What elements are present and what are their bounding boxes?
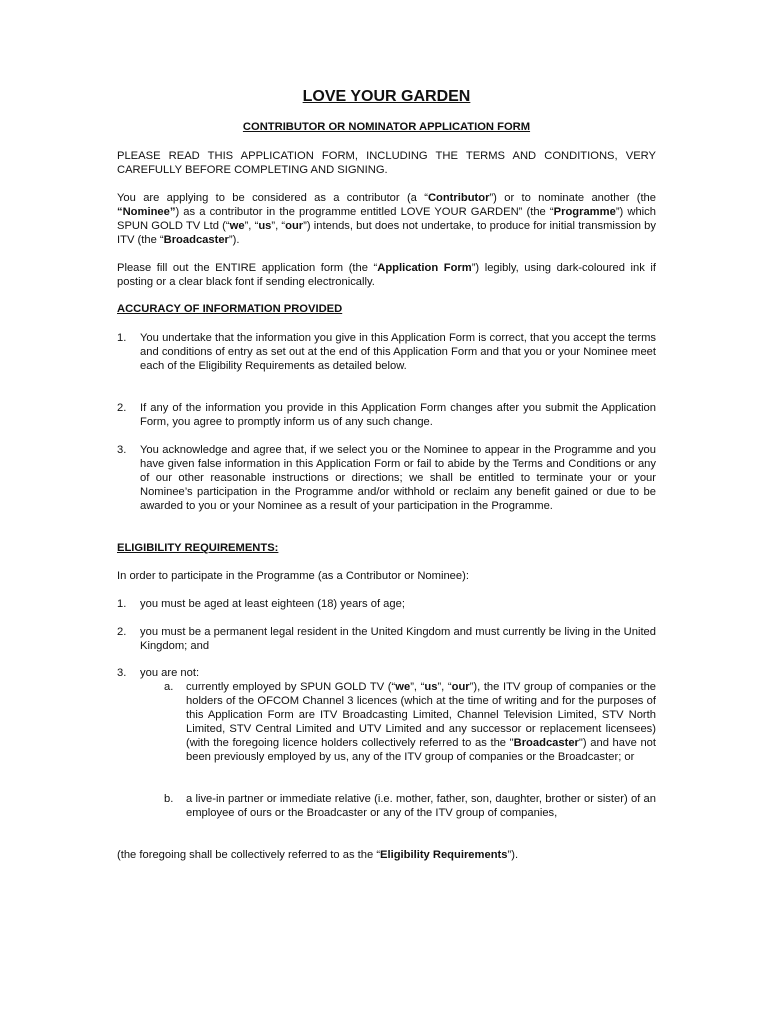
fill-instructions: Please fill out the ENTIRE application form (the “Application Form”) legibly, using dark-coloured ink if posting or a clear black font if sending electronically. [117,262,656,288]
document-subtitle: CONTRIBUTOR OR NOMINATOR APPLICATION FORM [242,121,531,133]
accuracy-item-1-text: You undertake that the information you give in this Application Form is correct, that you accept the terms and conditions of entry as set out at the end of this Application Form and that you or your Nominee meet each of the Eligibility Requirements as detailed below. [140,332,656,372]
eligibility-heading: ELIGIBILITY REQUIREMENTS: [117,542,279,554]
eligibility-sub-a-text: currently employed by SPUN GOLD TV (“we”, “us”, “our”), the ITV group of companies or the holders of the OFCOM Channel 3 licences (which at the time of writing and for the purposes of this Application Form are ITV Broadcasting Limited, Channel Television Limited, STV North Limited, STV Central Limited and UTV Limited and any successor or replacement licensees) (with the foregoing licence holders collectively referred to as the "Broadcaster") and have not been previously employed by us, any of the ITV group of companies or the Broadcaster; or [186,681,657,763]
eligibility-intro: In order to participate in the Programme (as a Contributor or Nominee): [117,570,469,582]
document-title: LOVE YOUR GARDEN [302,88,471,105]
eligibility-item-2-number: 2. [117,626,127,638]
intro-notice: PLEASE READ THIS APPLICATION FORM, INCLUDING THE TERMS AND CONDITIONS, VERY CAREFULLY BEFORE COMPLETING AND SIGNING. [117,150,656,176]
eligibility-item-3-text: you are not: [140,667,200,679]
accuracy-heading: ACCURACY OF INFORMATION PROVIDED [117,303,343,315]
eligibility-sub-b-text: a live-in partner or immediate relative (i.e. mother, father, son, daughter, brother or sister) of an employee of ours or the Broadcaster or any of the ITV group of companies, [186,793,656,819]
applying-paragraph: You are applying to be considered as a contributor (a “Contributor”) or to nominate another (the “Nominee”) as a contributor in the programme entitled LOVE YOUR GARDEN” (the “Programme”) which SPUN GOLD TV Ltd (“we”, “us”, “our”) intends, but does not undertake, to produce for initial transmission by ITV (the “Broadcaster”). [117,192,656,246]
eligibility-sub-b-label: b. [164,793,174,805]
accuracy-item-2-text: If any of the information you provide in this Application Form changes after you submit the Application Form, you agree to promptly inform us of any such change. [140,402,656,428]
accuracy-item-3-number: 3. [117,444,127,456]
eligibility-sub-a-label: a. [164,681,174,693]
eligibility-item-1-text: you must be aged at least eighteen (18) years of age; [140,598,405,610]
eligibility-item-3-number: 3. [117,667,127,679]
accuracy-item-1-number: 1. [117,332,127,344]
accuracy-item-3-text: You acknowledge and agree that, if we select you or the Nominee to appear in the Programme and you have given false information in this Application Form or fail to abide by the Terms and Conditions or any of our other reasonable instructions or directions; we shall be entitled to terminate your or your Nominee’s participation in the Programme and/or withhold or reclaim any benefit gained or due to be awarded to you or your Nominee as a result of your participation in the Programme. [140,444,656,512]
accuracy-item-2-number: 2. [117,402,127,414]
eligibility-item-1-number: 1. [117,598,127,610]
eligibility-closing: (the foregoing shall be collectively referred to as the “Eligibility Requirements”). [117,849,519,861]
eligibility-item-2-text: you must be a permanent legal resident in the United Kingdom and must currently be living in the United Kingdom; and [140,626,656,652]
